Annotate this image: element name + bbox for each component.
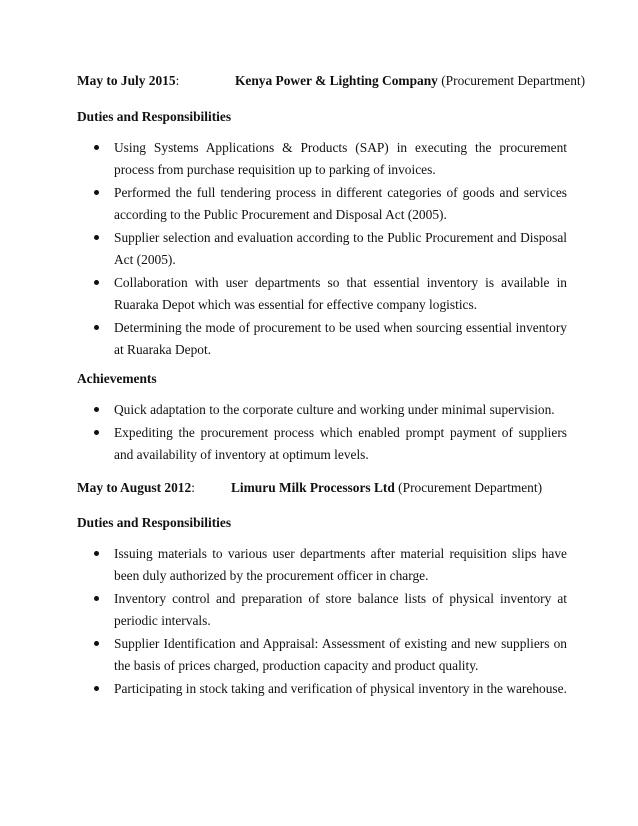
list-item bbox=[77, 399, 567, 421]
list-item bbox=[77, 272, 567, 316]
list-item-text: Using Systems Applications & Products (SAP) in executing the procurement process from purchase requisition up to parking of invoices. bbox=[114, 140, 567, 177]
list-item-text: Participating in stock taking and verification of physical inventory in the warehouse. bbox=[114, 681, 567, 696]
bullet-icon bbox=[94, 641, 99, 646]
list-item bbox=[77, 227, 567, 271]
job2-company: Limuru Milk Processors Ltd bbox=[231, 480, 395, 495]
bullet-icon bbox=[94, 280, 99, 285]
list-item bbox=[77, 317, 567, 361]
list-item bbox=[77, 182, 567, 226]
bullet-icon bbox=[94, 430, 99, 435]
bullet-icon bbox=[94, 551, 99, 556]
list-item bbox=[77, 678, 567, 700]
bullet-icon bbox=[94, 190, 99, 195]
list-item bbox=[77, 422, 567, 466]
job1-achievements-list bbox=[77, 399, 567, 467]
job2-colon: : bbox=[191, 480, 195, 495]
list-item bbox=[77, 633, 567, 677]
job1-department: (Procurement Department) bbox=[441, 73, 586, 88]
job1-company: Kenya Power & Lighting Company bbox=[235, 73, 438, 88]
list-item bbox=[77, 137, 567, 181]
list-item-text: Supplier selection and evaluation according to the Public Procurement and Disposal Act (2005). bbox=[114, 230, 567, 267]
job2-dates: May to August 2012 bbox=[77, 480, 192, 495]
job1-company-block bbox=[235, 72, 585, 90]
job2-duties-heading: Duties and Responsibilities bbox=[77, 515, 232, 530]
job1-duties-heading: Duties and Responsibilities bbox=[77, 109, 232, 124]
list-item-text: Issuing materials to various user departments after material requisition slips have been duly authorized by the procurement officer in charge. bbox=[114, 546, 567, 583]
job2-duties-list bbox=[77, 543, 567, 701]
bullet-icon bbox=[94, 686, 99, 691]
list-item-text: Quick adaptation to the corporate culture and working under minimal supervision. bbox=[114, 402, 555, 417]
bullet-icon bbox=[94, 407, 99, 412]
list-item-text: Performed the full tendering process in different categories of goods and services according to the Public Procurement and Disposal Act (2005). bbox=[114, 185, 567, 222]
list-item bbox=[77, 543, 567, 587]
job1-header bbox=[77, 72, 586, 90]
list-item bbox=[77, 588, 567, 632]
list-item-text: Inventory control and preparation of store balance lists of physical inventory at periodic intervals. bbox=[114, 591, 567, 628]
job2-header bbox=[77, 479, 577, 497]
list-item-text: Supplier Identification and Appraisal: Assessment of existing and new suppliers on the basis of prices charged, production capacity and product quality. bbox=[114, 636, 567, 673]
bullet-icon bbox=[94, 235, 99, 240]
job2-company-block bbox=[231, 479, 542, 497]
job1-colon: : bbox=[175, 73, 180, 88]
bullet-icon bbox=[94, 325, 99, 330]
bullet-icon bbox=[94, 596, 99, 601]
list-item-text: Expediting the procurement process which enabled prompt payment of suppliers and availability of inventory at optimum levels. bbox=[114, 425, 567, 462]
job1-duties-list bbox=[77, 137, 567, 362]
job1-dates: May to July 2015 bbox=[77, 73, 176, 88]
list-item-text: Determining the mode of procurement to be used when sourcing essential inventory at Ruaraka Depot. bbox=[114, 320, 567, 357]
bullet-icon bbox=[94, 145, 99, 150]
job1-achievements-heading: Achievements bbox=[77, 371, 157, 386]
job2-department: (Procurement Department) bbox=[398, 480, 543, 495]
list-item-text: Collaboration with user departments so that essential inventory is available in Ruaraka Depot which was essential for effective company logistics. bbox=[114, 275, 567, 312]
